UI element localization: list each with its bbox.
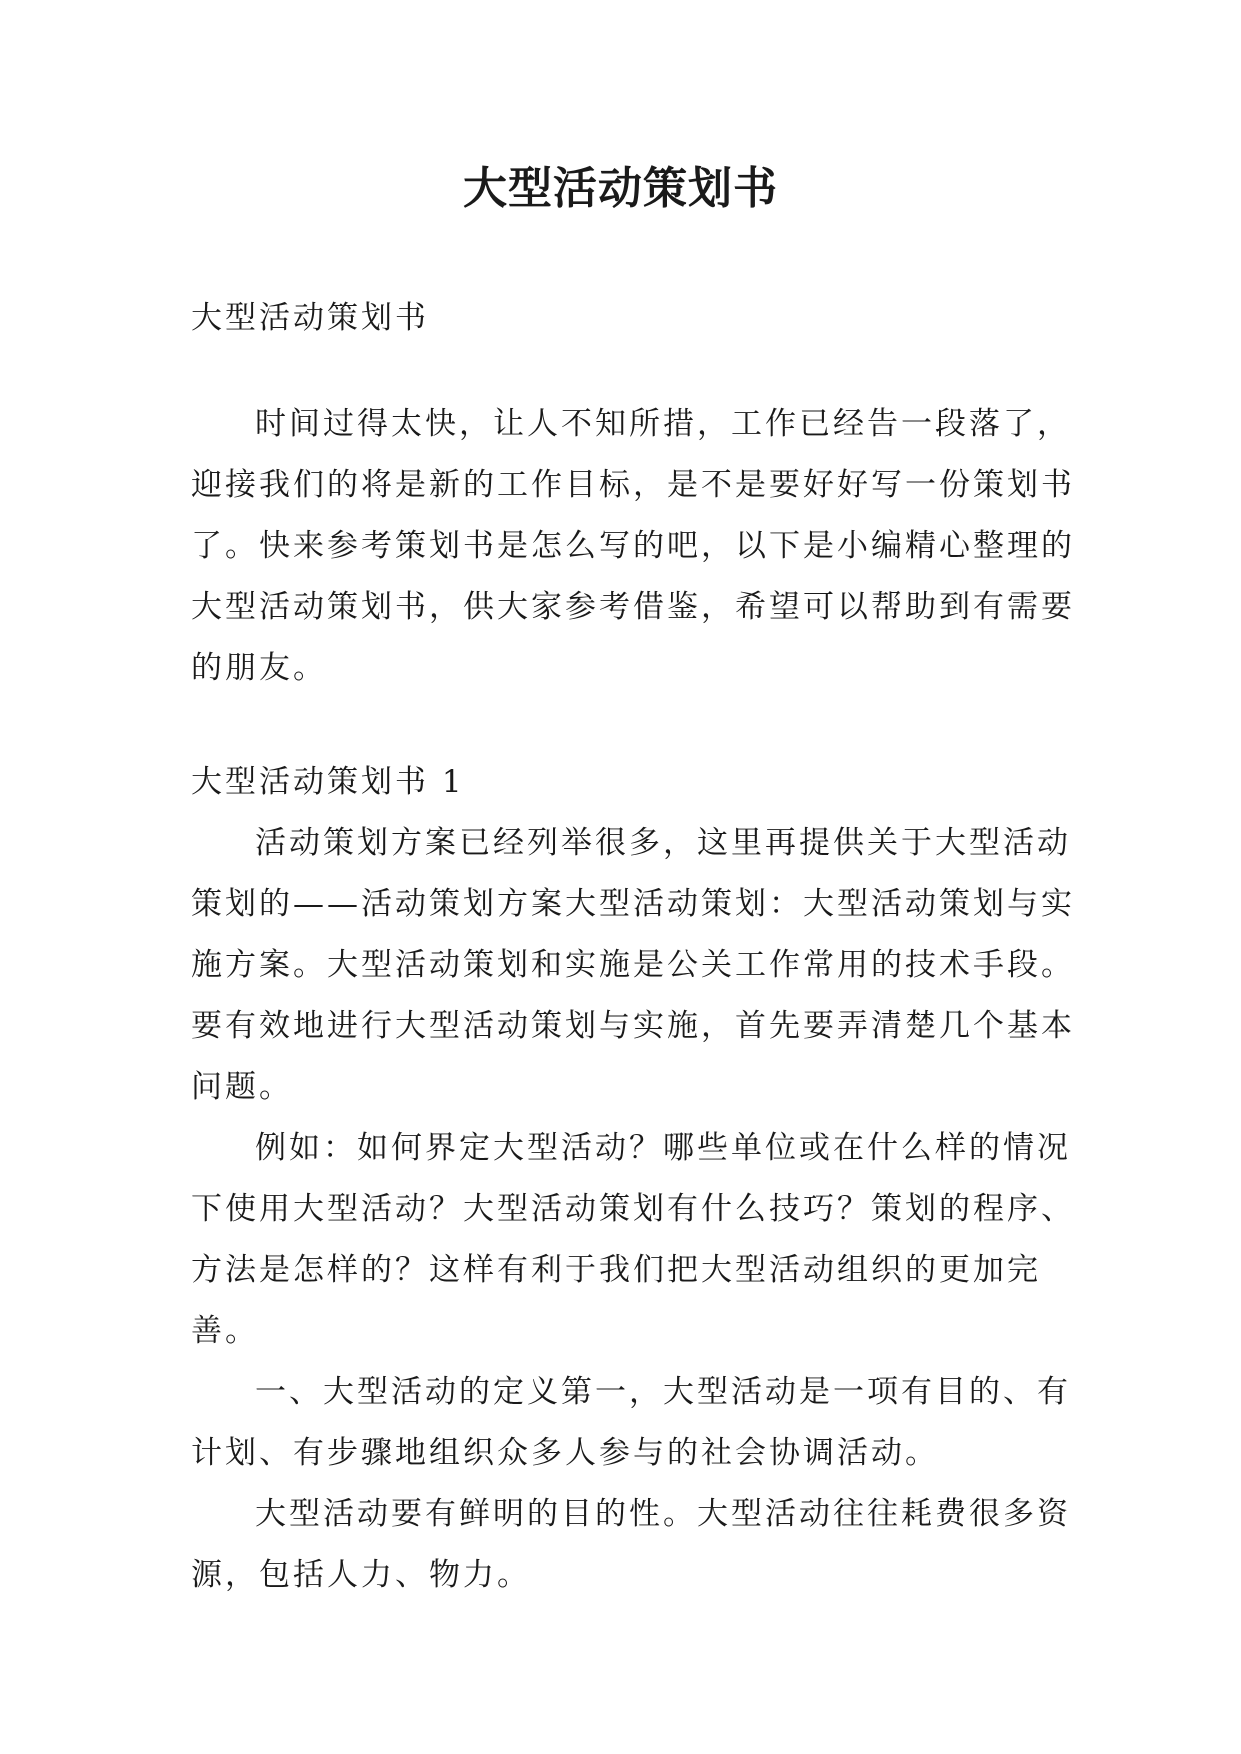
paragraph-line: 大型活动策划书，供大家参考借鉴，希望可以帮助到有需要	[191, 589, 1075, 625]
paragraph-line: 大型活动要有鲜明的目的性。大型活动往往耗费很多资	[255, 1496, 1071, 1532]
paragraph-line: 的朋友。	[191, 650, 327, 686]
section-heading: 大型活动策划书 1	[191, 764, 465, 800]
paragraph-line: 要有效地进行大型活动策划与实施，首先要弄清楚几个基本	[191, 1008, 1075, 1044]
body-paragraph-3	[191, 1362, 1071, 1484]
paragraph-line: 策划的——活动策划方案大型活动策划：大型活动策划与实	[191, 886, 1075, 922]
body-paragraph-2	[191, 1118, 1075, 1362]
paragraph-line: 善。	[191, 1313, 259, 1349]
paragraph-line: 问题。	[191, 1069, 293, 1105]
paragraph-line: 计划、有步骤地组织众多人参与的社会协调活动。	[191, 1435, 939, 1471]
section-heading-block	[191, 752, 1071, 813]
document-title: 大型活动策划书	[463, 163, 778, 214]
paragraph-line: 迎接我们的将是新的工作目标，是不是要好好写一份策划书	[191, 467, 1075, 503]
paragraph-line: 例如：如何界定大型活动？哪些单位或在什么样的情况	[255, 1130, 1071, 1166]
body-paragraph-4	[191, 1484, 1071, 1606]
paragraph-line: 活动策划方案已经列举很多，这里再提供关于大型活动	[255, 825, 1071, 861]
intro-paragraph	[191, 394, 1075, 699]
paragraph-line: 时间过得太快，让人不知所措，工作已经告一段落了，	[255, 406, 1071, 442]
document-subtitle: 大型活动策划书	[191, 300, 429, 336]
paragraph-line: 一、大型活动的定义第一，大型活动是一项有目的、有	[255, 1374, 1071, 1410]
paragraph-line: 方法是怎样的？这样有利于我们把大型活动组织的更加完	[191, 1252, 1041, 1288]
paragraph-line: 了。快来参考策划书是怎么写的吧，以下是小编精心整理的	[191, 528, 1075, 564]
body-paragraph-1	[191, 813, 1075, 1118]
paragraph-line: 下使用大型活动？大型活动策划有什么技巧？策划的程序、	[191, 1191, 1075, 1227]
paragraph-line: 源，包括人力、物力。	[191, 1557, 531, 1593]
paragraph-line: 施方案。大型活动策划和实施是公关工作常用的技术手段。	[191, 947, 1075, 983]
